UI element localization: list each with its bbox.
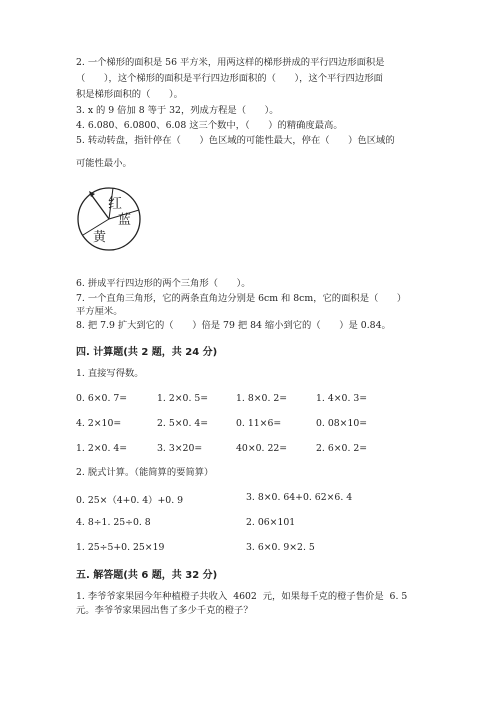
calc-item: 0. 08×10= <box>316 418 368 429</box>
word-problem-1-line-2: 元。李爷爷家果园出售了多少千克的橙子？ <box>76 605 253 616</box>
label-yellow: 黄 <box>93 230 107 245</box>
calc-item: 1. 2×0. 4= <box>76 443 128 454</box>
stepwise-item: 3. 6×0. 9×2. 5 <box>246 542 315 553</box>
section-5-title: 五. 解答题(共 6 题，共 32 分) <box>76 570 218 581</box>
question-8: 8. 把 7.9 扩大到它的（ ）倍是 79 把 84 缩小到它的（ ）是 0.84。 <box>76 320 391 331</box>
question-7-line-1: 7. 一个直角三角形，它的两条直角边分别是 6cm 和 8cm，它的面积是（ ） <box>76 293 407 304</box>
question-2-line-1: 2. 一个梯形的面积是 56 平方米，用两这样的梯形拼成的平行四边形面积是 <box>76 57 385 68</box>
section-4-title: 四. 计算题(共 2 题，共 24 分) <box>76 347 218 358</box>
calc-item: 2. 5×0. 4= <box>157 418 209 429</box>
stepwise-item: 4. 8÷1. 25÷0. 8 <box>76 517 151 528</box>
word-problem-1-line-1: 1. 李爷爷家果园今年种植橙子共收入 4602 元，如果每千克的橙子售价是 6. 5 <box>76 591 408 602</box>
calc-item: 0. 11×6= <box>236 418 282 429</box>
question-4: 4. 6.080、6.0800、6.08 这三个数中，（ ）的精确度最高。 <box>76 120 343 131</box>
question-3: 3. x 的 9 倍加 8 等于 32，列成方程是（ ）。 <box>76 105 279 116</box>
pointer-arrow-shaft <box>90 193 109 219</box>
spinner-figure <box>73 183 145 255</box>
calc-item: 0. 6×0. 7= <box>76 393 128 404</box>
question-6: 6. 拼成平行四边形的两个三角形（ ）。 <box>76 278 251 289</box>
calc-item: 3. 3×20= <box>157 443 203 454</box>
calc-item: 1. 8×0. 2= <box>236 393 288 404</box>
calc-item: 4. 2×10= <box>76 418 122 429</box>
stepwise-item: 1. 25÷5+0. 25×19 <box>76 542 165 553</box>
calc-item: 2. 6×0. 2= <box>316 443 368 454</box>
question-7-line-2: 平方厘米。 <box>76 306 123 317</box>
calc-question-1: 1. 直接写得数。 <box>76 368 144 379</box>
question-2-line-3: 积是梯形面积的（ ）。 <box>76 89 183 100</box>
stepwise-item: 3. 8×0. 64+0. 62×6. 4 <box>246 492 353 503</box>
calc-question-2: 2. 脱式计算。（能简算的要简算） <box>76 467 214 478</box>
question-2-line-2: （ ），这个梯形的面积是平行四边形面积的（ ），这个平行四边形面 <box>76 73 383 84</box>
calc-item: 1. 4×0. 3= <box>316 393 368 404</box>
stepwise-item: 2. 06×101 <box>246 517 296 528</box>
label-red: 红 <box>108 196 122 212</box>
calc-item: 1. 2×0. 5= <box>157 393 209 404</box>
question-5-line-1: 5. 转动转盘，指针停在（ ）色区域的可能性最大，停在（ ）色区域的 <box>76 135 395 146</box>
calc-item: 40×0. 22= <box>236 443 288 454</box>
stepwise-item: 0. 25×（4+0. 4）+0. 9 <box>76 495 184 506</box>
label-blue: 蓝 <box>118 213 132 228</box>
question-5-line-2: 可能性最小。 <box>76 158 132 169</box>
